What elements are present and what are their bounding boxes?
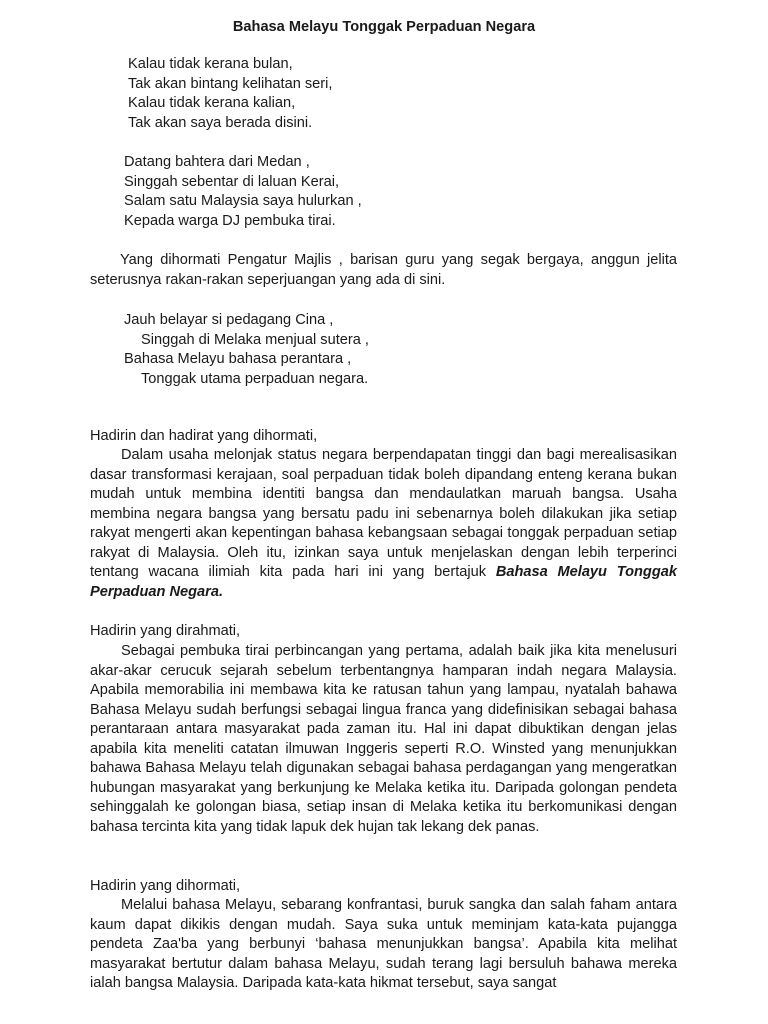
body-paragraph: Melalui bahasa Melayu, sebarang konfrantasi, buruk sangka dan salah faham antara kaum dapat dikikis dengan mudah. Saya suka untuk meminjam kata-kata pujangga pendeta Zaa'ba yang berbunyi ‘bahasa menunjukkan bangsa’. Apabila kita melihat masyarakat bertutur dalam bahasa Melayu, sudah terang lagi bersuluh bahawa mereka ialah bangsa Malaysia. Daripada kata-kata hikmat tersebut, saya sangat xyxy=(90,897,677,991)
pantun-salam xyxy=(124,153,362,231)
pantun-line: Tak akan saya berada disini. xyxy=(128,114,313,131)
salutation: Hadirin dan hadirat yang dihormati, xyxy=(90,428,318,444)
speech-topic: Bahasa Melayu Tonggak Perpaduan Negara. xyxy=(90,564,677,600)
salutation: Hadirin yang dirahmati, xyxy=(90,623,241,639)
pantun-line: Kalau tidak kerana bulan, xyxy=(128,56,293,72)
pantun-line: Bahasa Melayu bahasa perantara , xyxy=(124,351,352,367)
document-title: Bahasa Melayu Tonggak Perpaduan Negara xyxy=(232,19,536,35)
pantun-opening xyxy=(128,55,332,133)
body-paragraph: Sebagai pembuka tirai perbincangan yang pertama, adalah baik jika kita menelusuri akar-akar cerucuk sejarah sebelum terbentangnya hamparan indah negara Malaysia. Apabila memorabilia ini membawa kita ke ratusan tahun yang lampau, nyatalah bahawa Bahasa Melayu sudah berfungsi sebagai lingua franca yang didefinisikan sebagai bahasa perantaraan antara masyarakat pada zaman itu. Hal ini dapat dibuktikan dengan jelas apabila kita meneliti catatan ilmuwan Inggeris seperti R.O. Winsted yang menunjukkan bahawa Bahasa Melayu telah digunakan sebagai bahasa perdagangan yang mengeratkan hubungan masyarakat yang berkunjung ke Melaka ketika itu. Daripada golongan pendeta sehinggalah ke golongan biasa, setiap insan di Melaka ketika itu berkomunikasi dengan bahasa tercinta kita yang tidak lapuk dek hujan tak lekang dek panas. xyxy=(90,643,677,835)
pantun-line: Kepada warga DJ pembuka tirai. xyxy=(124,212,336,229)
pantun-line: Datang bahtera dari Medan , xyxy=(124,154,310,170)
pantun-line: Jauh belayar si pedagang Cina , xyxy=(124,312,334,328)
pantun-line: Kalau tidak kerana kalian, xyxy=(128,95,296,111)
pantun-tonggak xyxy=(124,311,369,389)
body-paragraph xyxy=(90,446,677,602)
paragraph-text: Dalam usaha melonjak status negara berpendapatan tinggi dan bagi merealisasikan dasar transformasi kerajaan, soal perpaduan tidak boleh dipandang enteng kerana bukan mudah untuk membina identiti bangsa dan mendaulatkan maruah bangsa. Usaha membina negara bangsa yang bersatu padu ini sebenarnya boleh dilakukan jika setiap rakyat mengerti akan kepentingan bahasa kebangsaan sebagai tonggak perpaduan setiap rakyat di Malaysia. Oleh itu, izinkan saya untuk menjelaskan dengan lebih terperinci tentang wacana ilimiah kita pada hari ini yang bertajuk xyxy=(90,447,677,580)
pantun-line: Tak akan bintang kelihatan seri, xyxy=(128,75,333,92)
pantun-line: Salam satu Malaysia saya hulurkan , xyxy=(124,193,362,209)
pantun-line: Tonggak utama perpaduan negara. xyxy=(141,370,369,387)
salutation: Hadirin yang dihormati, xyxy=(90,878,241,894)
pantun-line: Singgah sebentar di laluan Kerai, xyxy=(124,173,340,190)
greeting-paragraph: Yang dihormati Pengatur Majlis , barisan guru yang segak bergaya, anggun jelita seterusnya rakan-rakan seperjuangan yang ada di sini. xyxy=(90,252,677,288)
pantun-line: Singgah di Melaka menjual sutera , xyxy=(141,331,369,348)
